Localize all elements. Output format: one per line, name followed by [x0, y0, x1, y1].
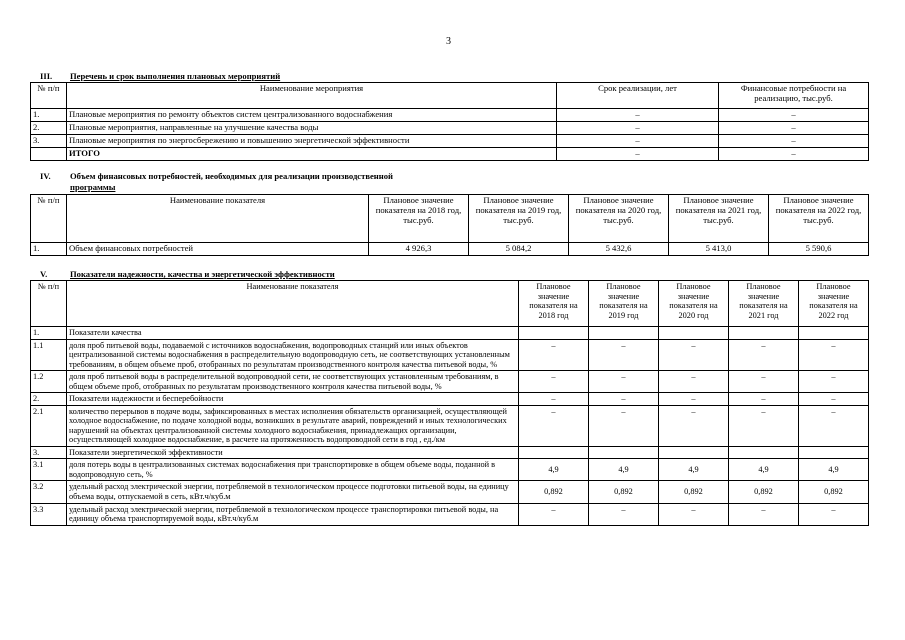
section-4-title-line1: Объем финансовых потребностей, необходимых для реализации производственной: [70, 171, 393, 181]
col-header-2019: Плановое значение показателя на 2019 год, тыс.руб.: [469, 195, 569, 243]
group-row: [31, 446, 869, 459]
row-label: Плановые мероприятия по энергосбережению и повышению энергетической эффективности: [67, 134, 557, 147]
row-number: 1.2: [31, 371, 67, 393]
row-number: 3.: [31, 446, 67, 459]
col-header-2018: Плановое значение показателя на 2018 год, тыс.руб.: [369, 195, 469, 243]
row-label: доля потерь воды в централизованных системах водоснабжения при транспортировке в общем объеме воды, поданной в водопроводную сеть, %: [67, 459, 519, 481]
row-value: –: [719, 134, 869, 147]
row-value: –: [557, 134, 719, 147]
total-row: [31, 147, 869, 160]
table-row: [31, 405, 869, 446]
table-row: [31, 371, 869, 393]
row-label: удельный расход электрической энергии, потребляемой в технологическом процессе подготовки питьевой воды, на единицу объема воды, отпускаемой в сеть, кВт.ч/куб.м: [67, 481, 519, 503]
row-label: Показатели надежности и бесперебойности: [67, 393, 519, 406]
row-value: –: [729, 339, 799, 371]
finance-table: [30, 194, 869, 256]
row-value: –: [659, 371, 729, 393]
row-value: –: [519, 393, 589, 406]
row-value: –: [799, 339, 869, 371]
section-4-title-line2: программы: [70, 182, 116, 192]
row-number: 2.: [31, 393, 67, 406]
col-header-number: № п/п: [31, 195, 67, 243]
table-row: [31, 109, 869, 122]
table-row: [31, 134, 869, 147]
row-value: –: [729, 393, 799, 406]
col-header-activity: Наименование мероприятия: [67, 83, 557, 109]
row-number: 2.: [31, 121, 67, 134]
row-value: –: [729, 503, 799, 525]
table-row: [31, 481, 869, 503]
row-number: 1.1: [31, 339, 67, 371]
row-value: –: [519, 339, 589, 371]
col-header-2019: Плановое значение показателя на 2019 год: [589, 281, 659, 327]
row-value: 5 413,0: [669, 243, 769, 256]
row-label: Объем финансовых потребностей: [67, 243, 369, 256]
row-value: –: [557, 109, 719, 122]
row-number: [31, 147, 67, 160]
col-header-2018: Плановое значение показателя на 2018 год: [519, 281, 589, 327]
row-value: –: [719, 147, 869, 160]
row-label: Показатели качества: [67, 327, 519, 340]
row-value: 0,892: [519, 481, 589, 503]
group-row: [31, 327, 869, 340]
col-header-finance: Финансовые потребности на реализацию, тыс.руб.: [719, 83, 869, 109]
col-header-indicator: Наименование показателя: [67, 281, 519, 327]
row-label: Плановые мероприятия, направленные на улучшение качества воды: [67, 121, 557, 134]
row-value: –: [589, 339, 659, 371]
col-header-2021: Плановое значение показателя на 2021 год: [729, 281, 799, 327]
row-label: Показатели энергетической эффективности: [67, 446, 519, 459]
row-number: 1.: [31, 109, 67, 122]
row-value: –: [659, 503, 729, 525]
table-row: [31, 459, 869, 481]
section-3-title: Перечень и срок выполнения плановых мероприятий: [70, 71, 281, 81]
row-value: 4,9: [799, 459, 869, 481]
row-value: 5 084,2: [469, 243, 569, 256]
row-value: –: [519, 405, 589, 446]
table-row: [31, 121, 869, 134]
section-5-title: Показатели надежности, качества и энергетической эффективности: [70, 269, 335, 279]
section-5-number: V.: [40, 269, 48, 279]
row-value: –: [719, 109, 869, 122]
row-value: –: [557, 147, 719, 160]
row-label: доля проб питьевой воды, подаваемой с источников водоснабжения, водопроводных станций или иных объектов централизованной системы водоснабжения в распределительную водопроводную сеть, не соответствующих установленным требованиям, в общем объеме проб, отобранных по результатам производственного контроля качества питьевой воды, %: [67, 339, 519, 371]
row-value: 4,9: [729, 459, 799, 481]
col-header-indicator: Наименование показателя: [67, 195, 369, 243]
row-value: –: [719, 121, 869, 134]
row-label: Плановые мероприятия по ремонту объектов систем централизованного водоснабжения: [67, 109, 557, 122]
row-value: –: [557, 121, 719, 134]
row-number: 3.: [31, 134, 67, 147]
row-label: удельный расход электрической энергии, потребляемой в технологическом процессе транспортировки питьевой воды, на единицу объема транспортируемой воды, кВт.ч/куб.м: [67, 503, 519, 525]
row-value: 4,9: [589, 459, 659, 481]
row-value: –: [589, 405, 659, 446]
row-value: –: [659, 405, 729, 446]
row-number: 3.1: [31, 459, 67, 481]
row-label: количество перерывов в подаче воды, зафиксированных в местах исполнения обязательств организацией, осуществляющей холодное водоснабжение, по подаче холодной воды, возникших в результате аварий, повреждений и иных технологических нарушений на объектах централизованной системы холодного водоснабжения, принадлежащих организации, осуществляющей холодное водоснабжение, в расчете на протяженность водопроводной сети в год , ед./км: [67, 405, 519, 446]
row-value: –: [589, 393, 659, 406]
row-number: 3.2: [31, 481, 67, 503]
row-number: 2.1: [31, 405, 67, 446]
row-value: –: [729, 405, 799, 446]
row-value: 0,892: [729, 481, 799, 503]
col-header-2020: Плановое значение показателя на 2020 год, тыс.руб.: [569, 195, 669, 243]
row-value: –: [659, 339, 729, 371]
row-value: –: [659, 393, 729, 406]
col-header-number: № п/п: [31, 281, 67, 327]
row-value: 4,9: [519, 459, 589, 481]
table-row: [31, 503, 869, 525]
row-value: –: [799, 503, 869, 525]
activities-table: [30, 82, 869, 161]
row-value: 5 590,6: [769, 243, 869, 256]
group-row: [31, 393, 869, 406]
table-row: [31, 243, 869, 256]
row-number: 1.: [31, 243, 67, 256]
row-label: доля проб питьевой воды в распределительной водопроводной сети, не соответствующих установленным требованиям, в общем объеме проб, отобранных по результатам производственного контроля качества питьевой воды, %: [67, 371, 519, 393]
total-label: ИТОГО: [67, 147, 557, 160]
table-row: [31, 339, 869, 371]
row-value: 0,892: [589, 481, 659, 503]
section-4-number: IV.: [40, 171, 51, 181]
row-value: –: [589, 503, 659, 525]
col-header-2022: Плановое значение показателя на 2022 год: [799, 281, 869, 327]
row-value: –: [799, 371, 869, 393]
row-value: –: [799, 405, 869, 446]
row-value: –: [519, 503, 589, 525]
row-value: 0,892: [799, 481, 869, 503]
row-value: 0,892: [659, 481, 729, 503]
col-header-2022: Плановое значение показателя на 2022 год, тыс.руб.: [769, 195, 869, 243]
row-value: 4 926,3: [369, 243, 469, 256]
row-value: 4,9: [659, 459, 729, 481]
row-number: 3.3: [31, 503, 67, 525]
row-value: –: [729, 371, 799, 393]
indicators-table: [30, 280, 869, 526]
row-value: –: [799, 393, 869, 406]
col-header-term: Срок реализации, лет: [557, 83, 719, 109]
col-header-2021: Плановое значение показателя на 2021 год, тыс.руб.: [669, 195, 769, 243]
col-header-2020: Плановое значение показателя на 2020 год: [659, 281, 729, 327]
section-3-number: III.: [40, 71, 53, 81]
row-value: 5 432,6: [569, 243, 669, 256]
row-value: –: [519, 371, 589, 393]
page-number: 3: [446, 36, 451, 47]
row-value: –: [589, 371, 659, 393]
col-header-number: № п/п: [31, 83, 67, 109]
row-number: 1.: [31, 327, 67, 340]
